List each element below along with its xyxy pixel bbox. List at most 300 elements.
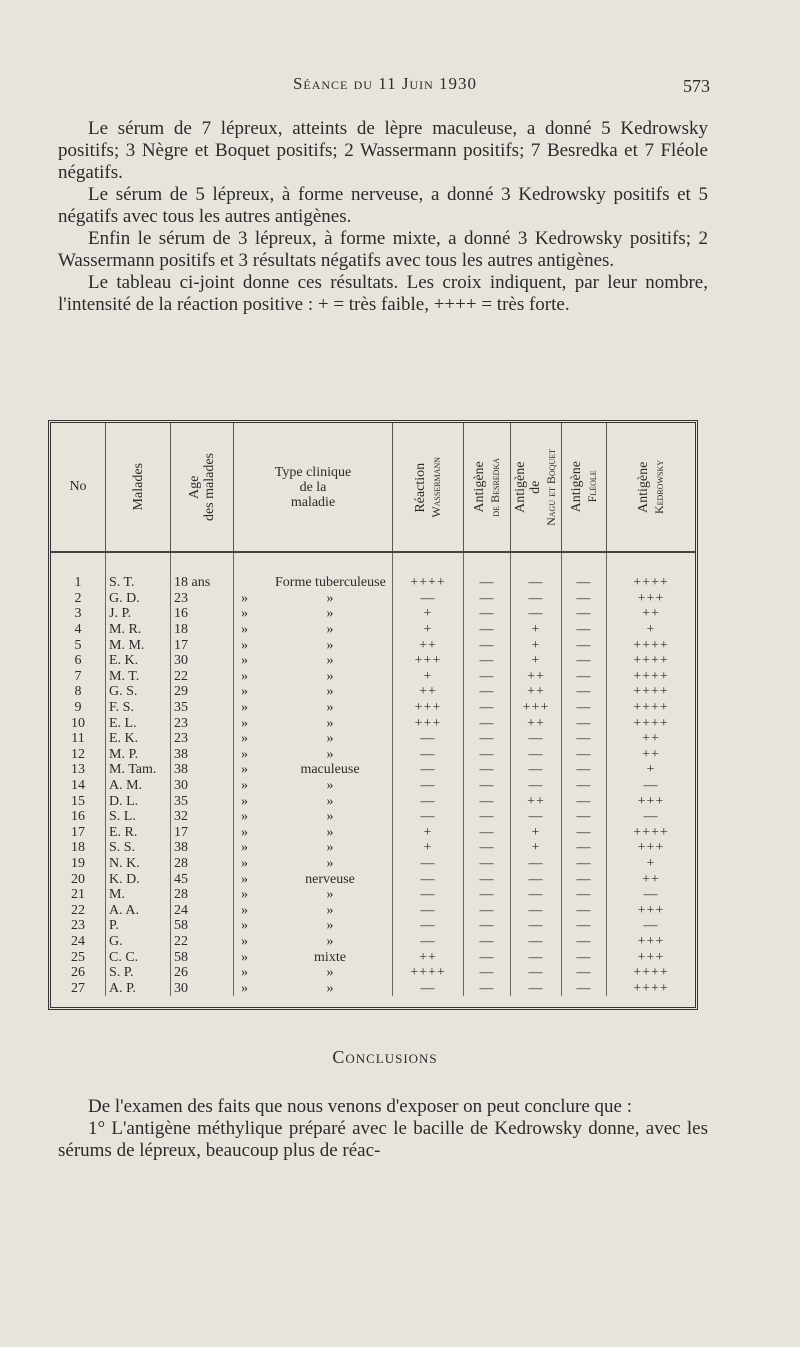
cell-no: 8 <box>74 684 82 700</box>
cell-fleole: — <box>562 778 607 794</box>
cell-fleole: — <box>562 591 607 607</box>
cell-malade: K. D. <box>106 871 171 887</box>
table-row <box>51 762 695 778</box>
cell-type-ditto: » <box>241 731 248 747</box>
cell-age: 28 <box>171 887 234 903</box>
cell-malade: M. R. <box>106 622 171 638</box>
cell-type-category: » <box>326 653 334 669</box>
cell-type-category: » <box>326 902 334 918</box>
cell-wassermann: — <box>393 793 464 809</box>
cell-type <box>234 887 393 903</box>
table-row <box>51 902 695 918</box>
cell-wassermann: ++ <box>393 684 464 700</box>
cell-type-category: » <box>326 715 334 731</box>
cell-malade: E. L. <box>106 715 171 731</box>
cell-wassermann: — <box>393 856 464 872</box>
intro-paragraph-3: Enfin le sérum de 3 lépreux, à forme mixte, a donné 3 Kedrowsky positifs; 2 Wassermann positifs et 3 résultats négatifs avec tous les autres antigènes. <box>58 228 708 271</box>
cell-age: 24 <box>171 902 234 918</box>
cell-kedrowsky: ++ <box>607 731 696 747</box>
cell-fleole: — <box>562 902 607 918</box>
cell-no: 13 <box>71 762 85 778</box>
cell-age: 18 <box>171 622 234 638</box>
cell-kedrowsky: ++ <box>607 606 696 622</box>
cell-type <box>234 637 393 653</box>
cell-no: 3 <box>74 606 82 622</box>
cell-fleole: — <box>562 552 607 591</box>
cell-type <box>234 747 393 763</box>
header-type-clinique: Type clinique de la maladie <box>234 423 393 552</box>
cell-type-ditto: » <box>241 965 248 981</box>
cell-wassermann: +++ <box>393 715 464 731</box>
cell-wassermann: ++ <box>393 949 464 965</box>
cell-type-category: » <box>326 668 334 684</box>
cell-age: 17 <box>171 637 234 653</box>
cell-kedrowsky: ++++ <box>607 700 696 716</box>
cell-type-category: maculeuse <box>300 762 360 778</box>
cell-type <box>234 902 393 918</box>
page-header <box>60 74 710 102</box>
cell-malade: E. R. <box>106 825 171 841</box>
table-row <box>51 591 695 607</box>
cell-kedrowsky: — <box>607 918 696 934</box>
cell-type-category: » <box>326 778 334 794</box>
cell-malade: S. P. <box>106 965 171 981</box>
cell-wassermann: + <box>393 606 464 622</box>
cell-type-ditto: » <box>241 902 248 918</box>
cell-nagu-boquet: — <box>511 552 562 591</box>
cell-type <box>234 840 393 856</box>
table-body <box>51 552 695 996</box>
cell-kedrowsky: — <box>607 778 696 794</box>
table-row <box>51 934 695 950</box>
cell-kedrowsky: +++ <box>607 902 696 918</box>
intro-paragraph-4: Le tableau ci-joint donne ces résultats. Les croix indiquent, par leur nombre, l'intensité de la réaction positive : + = très faible, ++++ = très forte. <box>58 272 708 315</box>
cell-type-category: » <box>326 855 334 871</box>
cell-besredka: — <box>464 762 511 778</box>
cell-kedrowsky: ++++ <box>607 669 696 685</box>
table-header-row <box>51 423 695 552</box>
cell-type <box>234 918 393 934</box>
cell-type-ditto: » <box>241 855 248 871</box>
cell-kedrowsky: + <box>607 762 696 778</box>
cell-wassermann: — <box>393 871 464 887</box>
cell-type-ditto: » <box>241 637 248 653</box>
cell-fleole: — <box>562 606 607 622</box>
cell-type-category: Forme tuberculeuse <box>275 575 386 591</box>
cell-nagu-boquet: — <box>511 949 562 965</box>
cell-type-category: » <box>326 746 334 762</box>
cell-type-category: » <box>326 887 334 903</box>
cell-type <box>234 778 393 794</box>
cell-fleole: — <box>562 825 607 841</box>
cell-age: 23 <box>171 591 234 607</box>
cell-no: 18 <box>71 840 85 856</box>
cell-age: 23 <box>171 731 234 747</box>
cell-age: 38 <box>171 747 234 763</box>
cell-no: 23 <box>71 918 85 934</box>
cell-type-category: » <box>326 980 334 996</box>
cell-kedrowsky: — <box>607 887 696 903</box>
cell-malade: N. K. <box>106 856 171 872</box>
cell-age: 23 <box>171 715 234 731</box>
cell-besredka: — <box>464 653 511 669</box>
cell-no: 1 <box>74 575 82 591</box>
intro-paragraph-2: Le sérum de 5 lépreux, à forme nerveuse, a donné 3 Kedrowsky positifs et 5 négatifs avec tous les autres antigènes. <box>58 184 708 227</box>
cell-type <box>234 606 393 622</box>
cell-age: 45 <box>171 871 234 887</box>
cell-type <box>234 684 393 700</box>
cell-type-ditto: » <box>241 622 248 638</box>
cell-wassermann: — <box>393 731 464 747</box>
intro-text <box>58 118 708 316</box>
cell-type <box>234 669 393 685</box>
cell-type <box>234 949 393 965</box>
cell-besredka: — <box>464 591 511 607</box>
cell-wassermann: + <box>393 840 464 856</box>
cell-fleole: — <box>562 965 607 981</box>
cell-type-ditto: » <box>241 840 248 856</box>
cell-type-category: » <box>326 590 334 606</box>
table-row <box>51 684 695 700</box>
conclusions-title: Conclusions <box>332 1047 438 1067</box>
header-kedrowsky: Antigène Kedrowsky <box>607 423 696 552</box>
cell-fleole: — <box>562 918 607 934</box>
cell-type-category: » <box>326 700 334 716</box>
table-row <box>51 653 695 669</box>
cell-malade: M. P. <box>106 747 171 763</box>
cell-wassermann: — <box>393 980 464 996</box>
header-age: Age des malades <box>171 423 234 552</box>
cell-type-category: » <box>326 731 334 747</box>
cell-nagu-boquet: + <box>511 622 562 638</box>
cell-type-ditto: » <box>241 793 248 809</box>
cell-age: 16 <box>171 606 234 622</box>
cell-type-ditto: » <box>241 606 248 622</box>
cell-nagu-boquet: + <box>511 637 562 653</box>
cell-besredka: — <box>464 778 511 794</box>
cell-fleole: — <box>562 622 607 638</box>
cell-fleole: — <box>562 762 607 778</box>
cell-besredka: — <box>464 825 511 841</box>
cell-malade: A. M. <box>106 778 171 794</box>
table-row <box>51 700 695 716</box>
header-no: No <box>51 423 106 552</box>
table-row <box>51 840 695 856</box>
cell-age: 38 <box>171 762 234 778</box>
cell-type-category: » <box>326 933 334 949</box>
cell-fleole: — <box>562 684 607 700</box>
cell-nagu-boquet: — <box>511 965 562 981</box>
cell-no: 4 <box>74 622 82 638</box>
cell-nagu-boquet: ++ <box>511 669 562 685</box>
cell-malade: S. T. <box>106 552 171 591</box>
cell-besredka: — <box>464 965 511 981</box>
table-row <box>51 552 695 591</box>
cell-nagu-boquet: — <box>511 591 562 607</box>
cell-malade: E. K. <box>106 731 171 747</box>
cell-wassermann: — <box>393 934 464 950</box>
cell-type-category: » <box>326 824 334 840</box>
cell-age: 58 <box>171 949 234 965</box>
cell-wassermann: — <box>393 887 464 903</box>
cell-nagu-boquet: — <box>511 778 562 794</box>
cell-wassermann: — <box>393 747 464 763</box>
cell-type-ditto: » <box>241 668 248 684</box>
cell-type-category: » <box>326 622 334 638</box>
cell-besredka: — <box>464 700 511 716</box>
cell-besredka: — <box>464 715 511 731</box>
cell-wassermann: — <box>393 778 464 794</box>
cell-type-category: » <box>326 918 334 934</box>
cell-besredka: — <box>464 856 511 872</box>
cell-no: 21 <box>71 887 85 903</box>
cell-type <box>234 965 393 981</box>
cell-malade: G. S. <box>106 684 171 700</box>
results-table <box>51 423 695 996</box>
cell-type <box>234 856 393 872</box>
cell-type-ditto: » <box>241 684 248 700</box>
cell-no: 27 <box>71 980 85 996</box>
cell-fleole: — <box>562 669 607 685</box>
cell-nagu-boquet: + <box>511 840 562 856</box>
cell-wassermann: + <box>393 825 464 841</box>
cell-age: 22 <box>171 934 234 950</box>
table-row <box>51 809 695 825</box>
table-row <box>51 747 695 763</box>
cell-age: 35 <box>171 700 234 716</box>
header-wassermann: Réaction Wassermann <box>393 423 464 552</box>
header-nagu-boquet: Antigène de Nagu et Boquet <box>511 423 562 552</box>
cell-type-ditto: » <box>241 700 248 716</box>
cell-kedrowsky: +++ <box>607 840 696 856</box>
cell-kedrowsky: ++++ <box>607 552 696 591</box>
cell-besredka: — <box>464 684 511 700</box>
cell-type-category: » <box>326 809 334 825</box>
header-besredka: Antigène de Besredka <box>464 423 511 552</box>
cell-kedrowsky: + <box>607 622 696 638</box>
cell-besredka: — <box>464 637 511 653</box>
table-row <box>51 622 695 638</box>
cell-no: 7 <box>74 668 82 684</box>
cell-fleole: — <box>562 747 607 763</box>
cell-type-ditto: » <box>241 762 248 778</box>
cell-type <box>234 715 393 731</box>
cell-malade: C. C. <box>106 949 171 965</box>
cell-no: 25 <box>71 949 85 965</box>
cell-type-ditto: » <box>241 746 248 762</box>
table-row <box>51 715 695 731</box>
cell-malade: M. M. <box>106 637 171 653</box>
cell-besredka: — <box>464 552 511 591</box>
cell-besredka: — <box>464 793 511 809</box>
cell-type <box>234 591 393 607</box>
header-malades: Malades <box>106 423 171 552</box>
cell-besredka: — <box>464 731 511 747</box>
cell-wassermann: +++ <box>393 700 464 716</box>
results-table-frame <box>48 420 698 1010</box>
cell-type-category: nerveuse <box>305 871 355 887</box>
cell-fleole: — <box>562 934 607 950</box>
cell-age: 32 <box>171 809 234 825</box>
cell-kedrowsky: ++++ <box>607 980 696 996</box>
cell-malade: M. Tam. <box>106 762 171 778</box>
cell-type-ditto: » <box>241 933 248 949</box>
cell-malade: A. A. <box>106 902 171 918</box>
cell-type-category: » <box>326 684 334 700</box>
cell-type <box>234 700 393 716</box>
cell-nagu-boquet: +++ <box>511 700 562 716</box>
cell-malade: S. S. <box>106 840 171 856</box>
cell-nagu-boquet: — <box>511 887 562 903</box>
cell-fleole: — <box>562 856 607 872</box>
cell-nagu-boquet: — <box>511 902 562 918</box>
cell-type-ditto: » <box>241 824 248 840</box>
cell-fleole: — <box>562 700 607 716</box>
table-row <box>51 731 695 747</box>
cell-type-ditto: » <box>241 778 248 794</box>
cell-type <box>234 793 393 809</box>
page-number: 573 <box>683 76 710 96</box>
running-head: Séance du 11 Juin 1930 <box>292 74 478 93</box>
cell-malade: G. <box>106 934 171 950</box>
cell-fleole: — <box>562 637 607 653</box>
cell-besredka: — <box>464 606 511 622</box>
cell-age: 18 ans <box>171 552 234 591</box>
cell-besredka: — <box>464 622 511 638</box>
cell-age: 38 <box>171 840 234 856</box>
cell-no: 22 <box>71 902 85 918</box>
table-row <box>51 856 695 872</box>
cell-kedrowsky: ++++ <box>607 715 696 731</box>
cell-age: 22 <box>171 669 234 685</box>
cell-age: 30 <box>171 653 234 669</box>
cell-type <box>234 809 393 825</box>
cell-no: 16 <box>71 809 85 825</box>
cell-age: 35 <box>171 793 234 809</box>
cell-type-category: » <box>326 965 334 981</box>
cell-kedrowsky: ++ <box>607 747 696 763</box>
cell-type-category: » <box>326 606 334 622</box>
cell-type-category: » <box>326 840 334 856</box>
cell-age: 58 <box>171 918 234 934</box>
cell-nagu-boquet: — <box>511 934 562 950</box>
cell-nagu-boquet: ++ <box>511 684 562 700</box>
cell-no: 2 <box>74 590 82 606</box>
cell-type-category: mixte <box>314 949 346 965</box>
cell-wassermann: +++ <box>393 653 464 669</box>
table-row <box>51 980 695 996</box>
cell-no: 20 <box>71 871 85 887</box>
table-row <box>51 606 695 622</box>
cell-nagu-boquet: + <box>511 825 562 841</box>
cell-besredka: — <box>464 949 511 965</box>
cell-besredka: — <box>464 840 511 856</box>
table-row <box>51 965 695 981</box>
cell-nagu-boquet: — <box>511 980 562 996</box>
cell-type-ditto: » <box>241 887 248 903</box>
table-row <box>51 825 695 841</box>
cell-kedrowsky: ++++ <box>607 684 696 700</box>
cell-kedrowsky: +++ <box>607 949 696 965</box>
cell-no: 11 <box>71 731 85 747</box>
cell-type <box>234 653 393 669</box>
cell-fleole: — <box>562 809 607 825</box>
cell-type <box>234 934 393 950</box>
cell-no: 19 <box>71 855 85 871</box>
cell-type-ditto: » <box>241 918 248 934</box>
cell-nagu-boquet: — <box>511 856 562 872</box>
cell-besredka: — <box>464 980 511 996</box>
cell-wassermann: ++++ <box>393 552 464 591</box>
cell-kedrowsky: ++++ <box>607 637 696 653</box>
cell-nagu-boquet: — <box>511 731 562 747</box>
conclusions-paragraph-1: De l'examen des faits que nous venons d'exposer on peut conclure que : <box>88 1096 632 1117</box>
cell-kedrowsky: ++++ <box>607 965 696 981</box>
cell-age: 29 <box>171 684 234 700</box>
table-row <box>51 871 695 887</box>
cell-no: 10 <box>71 715 85 731</box>
cell-kedrowsky: +++ <box>607 793 696 809</box>
cell-no: 14 <box>71 778 85 794</box>
cell-besredka: — <box>464 887 511 903</box>
cell-type <box>234 980 393 996</box>
cell-type-ditto: » <box>241 715 248 731</box>
cell-besredka: — <box>464 669 511 685</box>
cell-malade: J. P. <box>106 606 171 622</box>
cell-malade: S. L. <box>106 809 171 825</box>
cell-besredka: — <box>464 902 511 918</box>
cell-nagu-boquet: — <box>511 809 562 825</box>
cell-age: 30 <box>171 778 234 794</box>
cell-type <box>234 731 393 747</box>
cell-besredka: — <box>464 809 511 825</box>
cell-kedrowsky: — <box>607 809 696 825</box>
cell-wassermann: — <box>393 809 464 825</box>
cell-fleole: — <box>562 887 607 903</box>
cell-nagu-boquet: — <box>511 871 562 887</box>
cell-type-ditto: » <box>241 653 248 669</box>
cell-type <box>234 871 393 887</box>
cell-type-category: » <box>326 637 334 653</box>
cell-besredka: — <box>464 871 511 887</box>
cell-type <box>234 622 393 638</box>
cell-malade: M. T. <box>106 669 171 685</box>
cell-type <box>234 825 393 841</box>
cell-wassermann: ++ <box>393 637 464 653</box>
table-row <box>51 949 695 965</box>
cell-kedrowsky: + <box>607 856 696 872</box>
cell-kedrowsky: ++++ <box>607 825 696 841</box>
cell-kedrowsky: ++++ <box>607 653 696 669</box>
cell-type-ditto: » <box>241 590 248 606</box>
cell-age: 30 <box>171 980 234 996</box>
cell-malade: D. L. <box>106 793 171 809</box>
cell-type-ditto: » <box>241 949 248 965</box>
cell-nagu-boquet: ++ <box>511 793 562 809</box>
table-row <box>51 637 695 653</box>
table-row <box>51 669 695 685</box>
cell-nagu-boquet: — <box>511 747 562 763</box>
cell-fleole: — <box>562 793 607 809</box>
table-row <box>51 918 695 934</box>
cell-besredka: — <box>464 918 511 934</box>
cell-age: 26 <box>171 965 234 981</box>
cell-wassermann: — <box>393 591 464 607</box>
table-row <box>51 887 695 903</box>
cell-type <box>234 552 393 591</box>
cell-wassermann: — <box>393 918 464 934</box>
cell-wassermann: — <box>393 902 464 918</box>
